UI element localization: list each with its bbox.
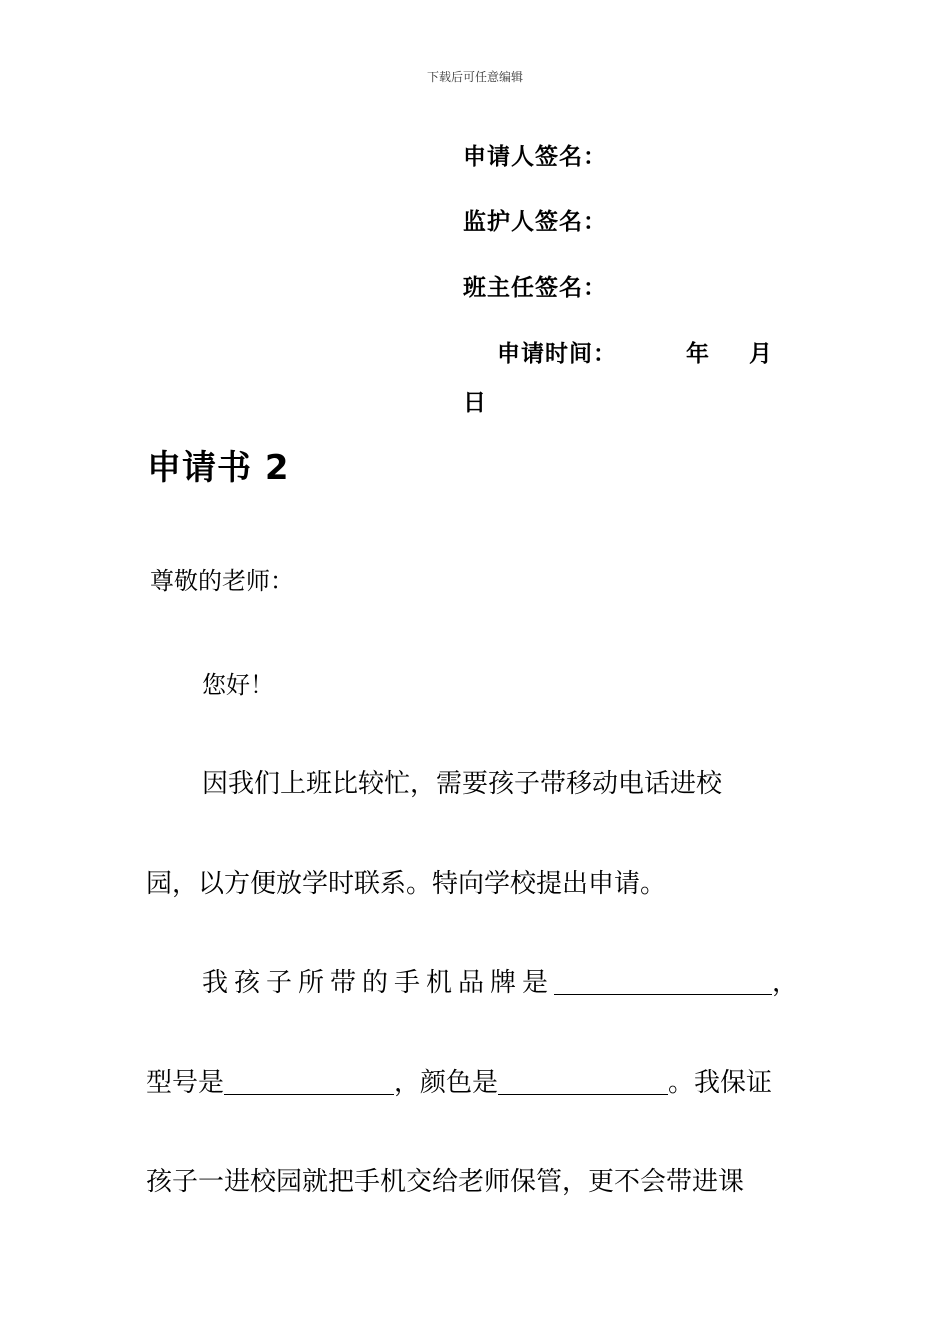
header-note: 下载后可任意编辑 (426, 70, 523, 84)
phone-color-blank[interactable] (498, 1068, 668, 1095)
guardian-signature-label: 监护人签名： (463, 209, 607, 235)
date-label: 申请时间： (497, 341, 617, 367)
paragraph-2-line-2 (146, 1062, 772, 1099)
date-day-label: 日 (463, 390, 487, 416)
date-year-label: 年 (686, 341, 710, 367)
document-title: 申请书 2 (147, 448, 290, 488)
model-text: 型号是 (146, 1068, 225, 1098)
phone-brand-blank[interactable] (554, 968, 772, 995)
paragraph-1-line-1: 因我们上班比较忙，需要孩子带移动电话进校 (202, 769, 723, 799)
head-teacher-signature-label: 班主任签名： (463, 275, 607, 301)
phone-brand-text: 我孩子所带的手机品牌是 (202, 968, 555, 998)
paragraph-2-line-1 (202, 962, 798, 999)
paragraph-1-line-2: 园，以方便放学时联系。特向学校提出申请。 (146, 869, 667, 899)
color-text: ，颜色是 (394, 1068, 499, 1098)
applicant-signature-label: 申请人签名： (463, 144, 607, 170)
guarantee-text: 。我保证 (668, 1068, 773, 1098)
greeting: 您好！ (202, 671, 274, 699)
paragraph-2-line-3: 孩子一进校园就把手机交给老师保管，更不会带进课 (146, 1167, 745, 1197)
phone-model-blank[interactable] (224, 1068, 394, 1095)
salutation: 尊敬的老师： (150, 567, 294, 595)
date-month-label: 月 (749, 341, 773, 367)
comma: ， (772, 968, 799, 998)
